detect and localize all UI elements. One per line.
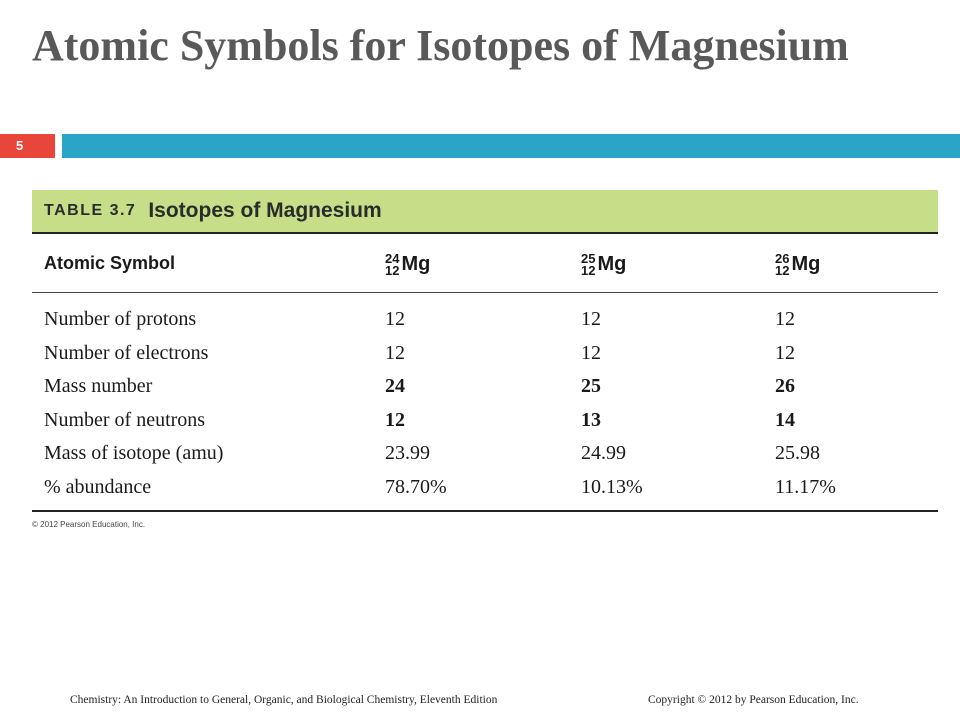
cell-value: 26 [775, 375, 795, 398]
cell-value: 24 [385, 375, 405, 398]
element-symbol: Mg [791, 253, 821, 275]
row-label: Mass number [44, 375, 153, 398]
slide-number-bar [0, 134, 55, 158]
cell-value: 14 [775, 408, 795, 431]
isotope-symbol [385, 250, 431, 278]
row-label: % abundance [44, 475, 152, 498]
slide-number: 5 [16, 138, 24, 153]
table-row [32, 303, 938, 337]
element-symbol: Mg [401, 253, 431, 275]
cell-value: 11.17% [775, 475, 836, 498]
cell-value: 12 [385, 341, 405, 364]
atomic-number: 12 [385, 262, 400, 278]
footer-book-title: Chemistry: An Introduction to General, Organic, and Biological Chemistry, Eleventh Edition [70, 694, 498, 706]
mass-number: 26 [775, 250, 790, 266]
table-copyright: © 2012 Pearson Education, Inc. [32, 520, 146, 529]
cell-value: 23.99 [385, 442, 430, 465]
table-row [32, 337, 938, 371]
atomic-number: 12 [775, 262, 790, 278]
title-divider-bar [62, 134, 960, 158]
cell-value: 78.70% [385, 475, 447, 498]
slide-title: Atomic Symbols for Isotopes of Magnesium [32, 21, 849, 70]
cell-value: 12 [385, 408, 405, 431]
table-number: TABLE 3.7 [44, 202, 137, 219]
cell-value: 25 [581, 375, 601, 398]
element-symbol: Mg [597, 253, 627, 275]
isotope-symbol [581, 250, 627, 278]
cell-value: 10.13% [581, 475, 643, 498]
cell-value: 12 [581, 341, 601, 364]
mass-number: 24 [385, 250, 400, 266]
row-label: Number of neutrons [44, 408, 206, 431]
symbol-header-cell [385, 250, 581, 277]
row-label: Mass of isotope (amu) [44, 442, 224, 465]
table-caption [32, 190, 938, 234]
symbol-header-cell [581, 250, 775, 277]
isotope-symbol [775, 250, 821, 278]
atomic-symbol-header: Atomic Symbol [44, 252, 176, 273]
table-name: Isotopes of Magnesium [148, 199, 382, 222]
row-label: Number of protons [44, 308, 197, 331]
cell-value: 25.98 [775, 442, 820, 465]
cell-value: 13 [581, 408, 601, 431]
table-row [32, 370, 938, 404]
footer-copyright: Copyright © 2012 by Pearson Education, Inc. [648, 694, 859, 706]
mass-number: 25 [581, 250, 596, 266]
table-row [32, 404, 938, 438]
symbol-header-cell [775, 250, 938, 277]
cell-value: 12 [581, 308, 601, 331]
cell-value: 12 [775, 341, 795, 364]
table-body [32, 293, 938, 512]
table-column-headers [32, 234, 938, 293]
cell-value: 12 [775, 308, 795, 331]
table-row [32, 437, 938, 471]
table-row [32, 471, 938, 505]
cell-value: 24.99 [581, 442, 626, 465]
atomic-number: 12 [581, 262, 596, 278]
isotopes-table [32, 190, 938, 529]
cell-value: 12 [385, 308, 405, 331]
row-label: Number of electrons [44, 341, 209, 364]
